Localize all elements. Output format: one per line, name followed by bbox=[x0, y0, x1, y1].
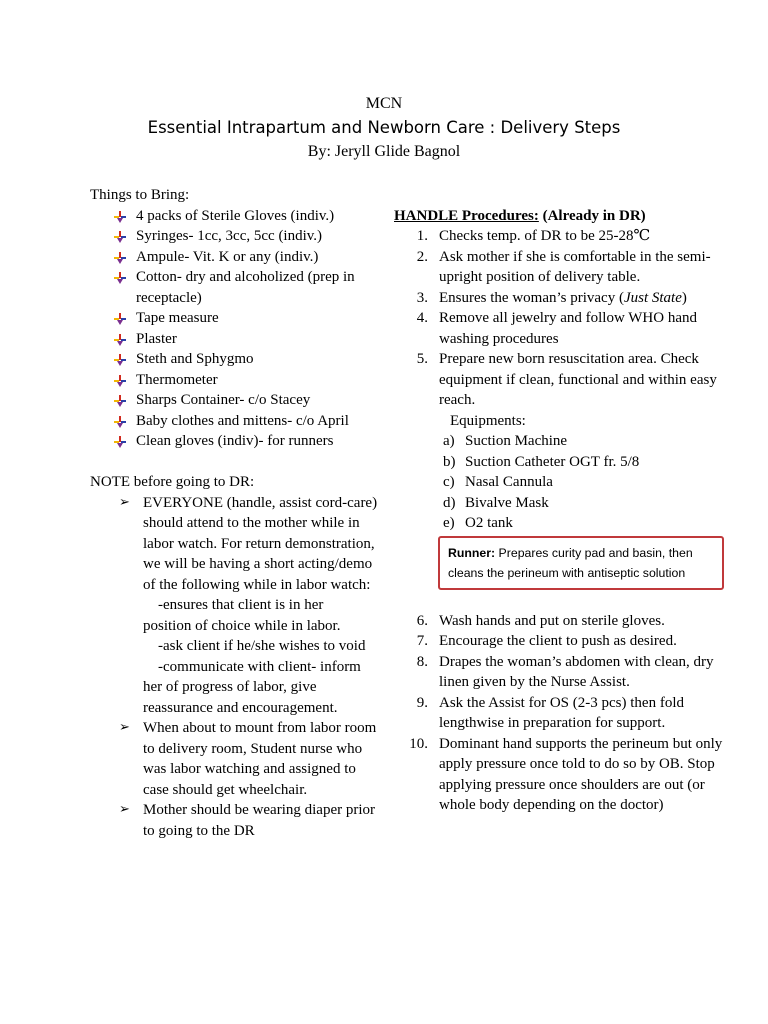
procedure-step bbox=[416, 611, 724, 632]
equipment-list bbox=[394, 431, 724, 534]
procedure-step bbox=[416, 308, 724, 349]
procedure-step bbox=[416, 226, 724, 247]
things-to-bring-list bbox=[90, 206, 380, 452]
things-to-bring-text: Cotton- dry and alcoholized (prep in receptacle) bbox=[136, 269, 355, 306]
colored-arrow-bullet-icon bbox=[114, 436, 126, 448]
note-item bbox=[119, 800, 380, 841]
step-text-italic: Just State bbox=[623, 289, 682, 306]
things-to-bring-text: 4 packs of Sterile Gloves (indiv.) bbox=[136, 207, 335, 224]
author-line: By: Jeryll Glide Bagnol bbox=[307, 143, 461, 160]
equipment-letter: d) bbox=[443, 494, 456, 511]
note-item bbox=[119, 493, 380, 719]
equipment-item bbox=[443, 493, 724, 514]
procedures-title: HANDLE Procedures: bbox=[394, 207, 539, 224]
left-column bbox=[90, 185, 380, 841]
things-to-bring-text: Ampule- Vit. K or any (indiv.) bbox=[136, 248, 319, 265]
note-heading: NOTE before going to DR: bbox=[90, 474, 255, 490]
procedure-step bbox=[416, 652, 724, 693]
things-to-bring-item bbox=[136, 349, 380, 370]
things-to-bring-item bbox=[136, 308, 380, 329]
equipment-text: O2 tank bbox=[465, 515, 513, 531]
step-number: 4. bbox=[416, 310, 428, 326]
procedure-step bbox=[416, 631, 724, 652]
note-text: When about to mount from labor room to delivery room, Student nurse who was labor watching and assigned to case should get wheelchair. bbox=[143, 720, 377, 798]
things-to-bring-item bbox=[136, 370, 380, 391]
colored-arrow-bullet-icon bbox=[114, 231, 126, 243]
colored-arrow-bullet-icon bbox=[114, 354, 126, 366]
procedure-steps-continued bbox=[394, 611, 724, 816]
step-text: Ensures the woman’s privacy ( bbox=[439, 289, 624, 306]
things-to-bring-item bbox=[136, 411, 380, 432]
things-to-bring-text: Baby clothes and mittens- c/o April bbox=[136, 412, 349, 429]
right-column bbox=[394, 185, 724, 816]
things-to-bring-item bbox=[136, 247, 380, 268]
arrowhead-bullet-icon: ➢ bbox=[119, 720, 130, 735]
note-subpoint: -ensures that client is in her bbox=[158, 597, 324, 613]
procedure-step bbox=[416, 288, 724, 309]
note-subpoint: -ask client if he/she wishes to void bbox=[158, 638, 366, 654]
note-subpoint-continued: her of progress of labor, give reassurance and encouragement. bbox=[143, 679, 338, 716]
note-list bbox=[90, 493, 380, 842]
procedure-step bbox=[416, 693, 724, 734]
step-number: 5. bbox=[416, 351, 428, 367]
step-number: 8. bbox=[416, 653, 428, 670]
step-number: 9. bbox=[416, 694, 428, 711]
equipment-letter: b) bbox=[443, 453, 456, 470]
equipment-letter: a) bbox=[443, 433, 455, 449]
equipment-text: Bivalve Mask bbox=[465, 494, 549, 511]
step-text: Ask the Assist for OS (2-3 pcs) then fold lengthwise in preparation for support. bbox=[439, 694, 684, 731]
equipment-item bbox=[443, 431, 724, 452]
procedure-step bbox=[416, 247, 724, 288]
equipment-text: Suction Machine bbox=[465, 433, 568, 449]
step-number: 1. bbox=[416, 228, 428, 244]
step-number: 10. bbox=[409, 735, 428, 752]
things-to-bring-text: Syringes- 1cc, 3cc, 5cc (indiv.) bbox=[136, 228, 323, 244]
step-text: Checks temp. of DR to be 25-28℃ bbox=[439, 228, 651, 244]
things-to-bring-item bbox=[136, 206, 380, 227]
step-text: Wash hands and put on sterile gloves. bbox=[439, 612, 665, 629]
step-text: ) bbox=[681, 289, 687, 306]
equipment-text: Nasal Cannula bbox=[465, 474, 553, 490]
equipment-item bbox=[443, 452, 724, 473]
procedures-location: (Already in DR) bbox=[542, 207, 646, 224]
things-to-bring-item bbox=[136, 431, 380, 452]
course-name: MCN bbox=[365, 95, 403, 112]
step-text: Remove all jewelry and follow WHO hand washing procedures bbox=[439, 310, 697, 347]
step-text: Dominant hand supports the perineum but only apply pressure once told to do so by OB. Stop applying pressure once shoulders are out (or whole body depending on the doctor) bbox=[439, 735, 723, 813]
colored-arrow-bullet-icon bbox=[114, 272, 126, 284]
things-to-bring-text: Thermometer bbox=[136, 371, 218, 388]
note-text: EVERYONE (handle, assist cord-care) should attend to the mother while in labor watch. For return demonstration, we will be having a short acting/demo of the following while in labor watch: bbox=[143, 494, 378, 593]
things-to-bring-item bbox=[136, 329, 380, 350]
note-text: Mother should be wearing diaper prior to going to the DR bbox=[143, 802, 376, 839]
step-text: Prepare new born resuscitation area. Check equipment if clean, functional and within easy reach. bbox=[439, 351, 717, 408]
colored-arrow-bullet-icon bbox=[114, 313, 126, 325]
equipment-item bbox=[443, 513, 724, 534]
equipment-label: Equipments: bbox=[450, 412, 526, 429]
things-to-bring-text: Plaster bbox=[136, 330, 177, 347]
equipment-item bbox=[443, 472, 724, 493]
colored-arrow-bullet-icon bbox=[114, 211, 126, 223]
runner-label: Runner: bbox=[448, 545, 496, 560]
colored-arrow-bullet-icon bbox=[114, 395, 126, 407]
step-number: 3. bbox=[416, 289, 428, 306]
things-to-bring-item bbox=[136, 226, 380, 247]
procedure-step bbox=[409, 734, 724, 816]
things-to-bring-text: Clean gloves (indiv)- for runners bbox=[136, 433, 334, 449]
procedures-heading bbox=[394, 206, 724, 227]
note-subpoint-continued: position of choice while in labor. bbox=[143, 617, 341, 634]
step-number: 6. bbox=[416, 612, 428, 629]
arrowhead-bullet-icon: ➢ bbox=[119, 802, 130, 817]
step-text: Drapes the woman’s abdomen with clean, dry linen given by the Nurse Assist. bbox=[439, 653, 714, 690]
step-number: 2. bbox=[416, 248, 428, 265]
things-to-bring-text: Tape measure bbox=[136, 310, 219, 326]
note-subpoint: -communicate with client- inform bbox=[158, 658, 361, 675]
runner-callout bbox=[438, 536, 724, 590]
step-text: Encourage the client to push as desired. bbox=[439, 633, 677, 649]
equipment-letter: c) bbox=[443, 474, 455, 490]
arrowhead-bullet-icon: ➢ bbox=[119, 494, 130, 510]
step-text: Ask mother if she is comfortable in the semi-upright position of delivery table. bbox=[439, 248, 711, 285]
things-to-bring-text: Sharps Container- c/o Stacey bbox=[136, 392, 311, 408]
colored-arrow-bullet-icon bbox=[114, 334, 126, 346]
equipment-letter: e) bbox=[443, 515, 455, 531]
things-to-bring-heading: Things to Bring: bbox=[90, 187, 190, 203]
things-to-bring-item bbox=[136, 390, 380, 411]
runner-text: Prepares curity pad and basin, then cleans the perineum with antiseptic solution bbox=[448, 545, 693, 580]
colored-arrow-bullet-icon bbox=[114, 416, 126, 428]
colored-arrow-bullet-icon bbox=[114, 252, 126, 264]
step-number: 7. bbox=[416, 633, 428, 649]
colored-arrow-bullet-icon bbox=[114, 375, 126, 387]
things-to-bring-item bbox=[136, 267, 380, 308]
procedure-steps bbox=[394, 226, 724, 431]
note-item bbox=[119, 718, 380, 800]
document-title: Essential Intrapartum and Newborn Care : Delivery Steps bbox=[147, 118, 621, 137]
procedure-step bbox=[416, 349, 724, 431]
equipment-text: Suction Catheter OGT fr. 5/8 bbox=[465, 453, 640, 470]
things-to-bring-text: Steth and Sphygmo bbox=[136, 351, 254, 367]
